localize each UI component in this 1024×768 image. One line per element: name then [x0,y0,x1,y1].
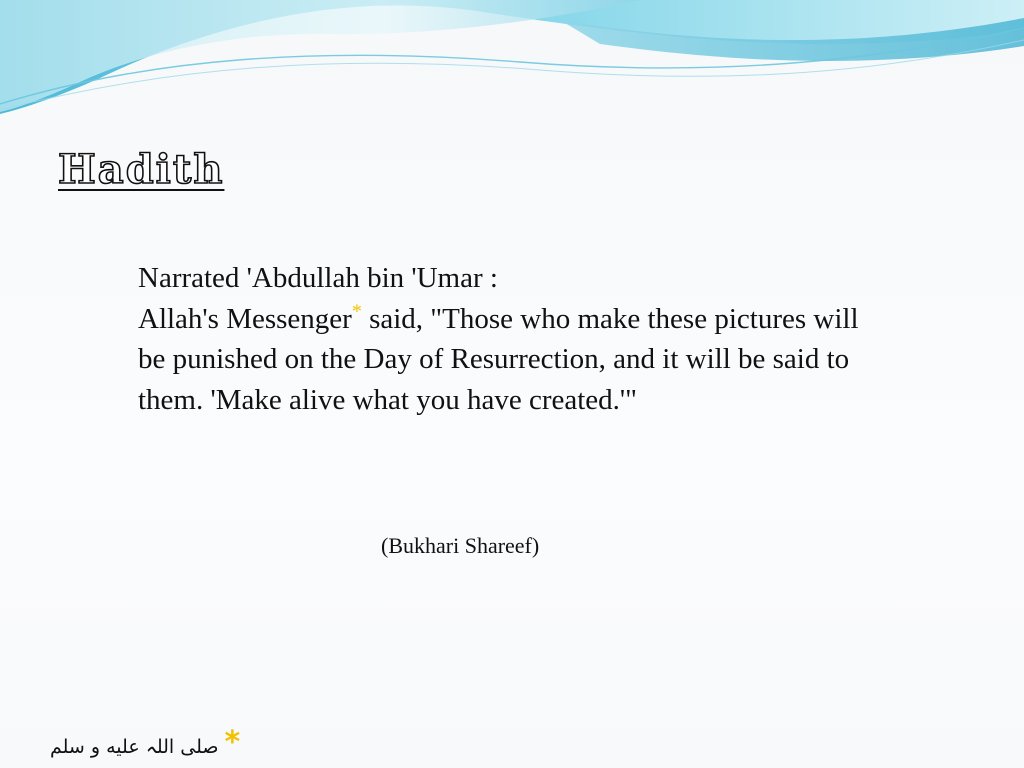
hadith-text [138,258,878,420]
wave-banner [0,0,1024,130]
messenger-name: Allah's Messenger [138,302,352,335]
quote-text: said, "Those who make these pictures will be punished on the Day of Resurrection, and it will be said to them. 'Make alive what you have created.'" [138,302,859,416]
footnote-text: صلی اللہ علیه و سلم [50,736,219,758]
slide-title-text: Hadith [58,146,225,193]
slide-title [58,146,225,193]
hadith-quote [138,299,878,421]
narrator-line: Narrated 'Abdullah bin 'Umar : [138,262,498,294]
footnote-star: * [224,725,241,760]
honor-mark: * [351,299,362,322]
hadith-reference: (Bukhari Shareef) [381,533,540,558]
footnote [50,725,241,760]
